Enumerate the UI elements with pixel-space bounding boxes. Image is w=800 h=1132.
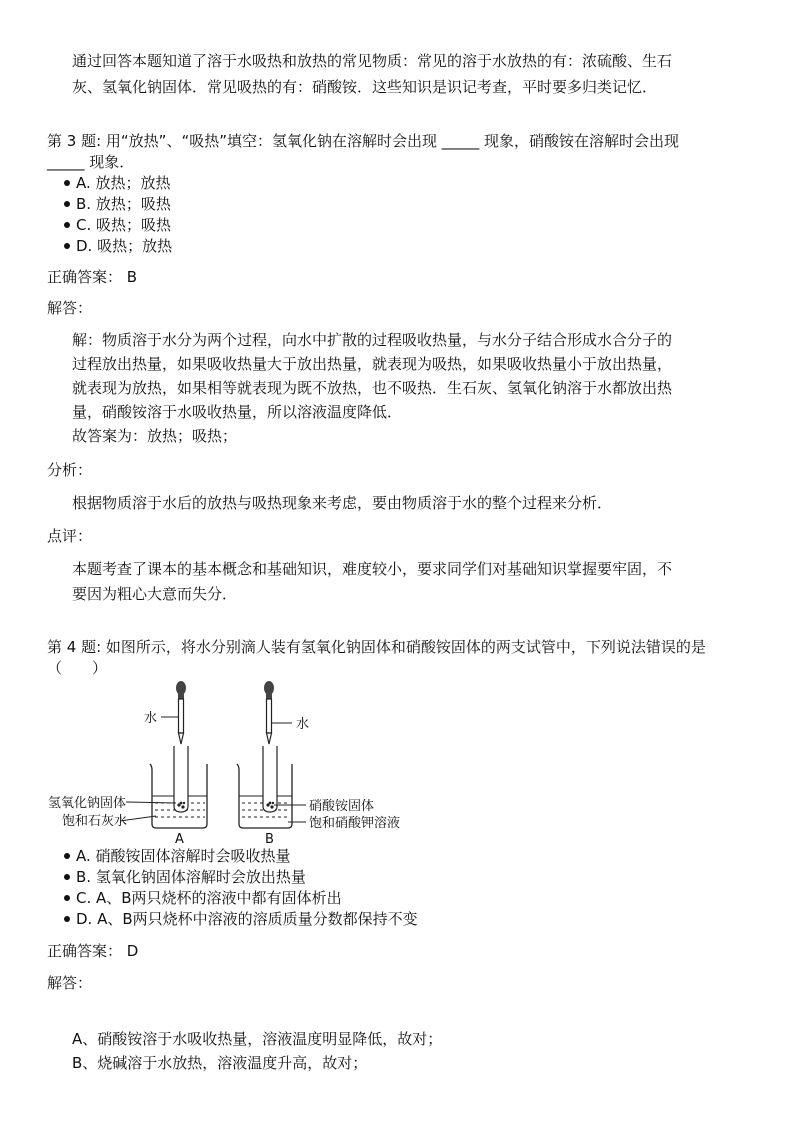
dropper-right	[264, 681, 274, 744]
bullet-icon	[64, 201, 70, 207]
test-tube-b	[263, 746, 277, 812]
q4-solution-label: 解答：	[47, 974, 93, 992]
q3-answer-label: 正确答案：	[47, 268, 123, 286]
q4-option-c: C. A、B两只烧杯的溶液中都有固体析出	[76, 888, 342, 908]
label-nh4no3: 硝酸铵固体	[309, 799, 375, 814]
q3-option-b: B. 放热；吸热	[76, 194, 171, 214]
beaker-experiment-figure	[0, 672, 460, 844]
q3-solution-line-4: 量，硝酸铵溶于水吸收热量，所以溶液温度降低．	[72, 403, 403, 421]
q4-option-b: B. 氢氧化钠固体溶解时会放出热量	[76, 867, 306, 887]
q3-option-a: A. 放热；放热	[76, 173, 171, 193]
q3-option-d: D. 吸热；放热	[76, 236, 172, 256]
q4-answer-value: D	[126, 942, 139, 960]
q4-solution-line-2: B、烧碱溶于水放热，溶液温度升高，故对；	[72, 1054, 368, 1072]
label-naoh: 氢氧化钠固体	[48, 796, 127, 811]
naoh-pointer	[126, 802, 176, 803]
q4-option-a: A. 硝酸铵固体溶解时会吸收热量	[76, 846, 291, 866]
q3-analysis-label: 分析：	[47, 461, 93, 479]
intro-line-2: 灰、氢氧化钠固体．常见吸热的有：硝酸铵．这些知识是识记考查，平时要多归类记忆．	[72, 78, 658, 96]
q3-comment-line-1: 本题考查了课本的基本概念和基础知识，难度较小，要求同学们对基础知识掌握要牢固，不	[72, 560, 673, 578]
intro-line-1: 通过回答本题知道了溶于水吸热和放热的常见物质：常见的溶于水放热的有：浓硫酸、生石	[72, 52, 673, 70]
q4-answer-row	[47, 941, 138, 961]
q3-solution-line-5: 故答案为：放热；吸热；	[72, 427, 238, 445]
q3-solution-label: 解答：	[47, 299, 93, 317]
q3-stem-line-1: 第 3 题: 用“放热”、“吸热”填空：氢氧化钠在溶解时会出现 _____ 现象，硝酸铵在溶解时会出现	[47, 132, 680, 150]
bullet-icon	[64, 874, 70, 880]
q3-solution-line-2: 过程放出热量，如果吸收热量大于放出热量，就表现为吸热，如果吸收热量小于放出热量，	[72, 355, 673, 373]
bullet-icon	[64, 895, 70, 901]
label-a: A	[175, 832, 184, 844]
q3-solution-line-3: 就表现为放热，如果相等就表现为既不放热，也不吸热．生石灰、氢氧化钠溶于水都放出热	[72, 379, 673, 397]
bullet-icon	[64, 222, 70, 228]
q3-comment-line-2: 要因为粗心大意而失分．	[72, 585, 238, 603]
test-tube-a	[174, 746, 188, 812]
q4-solution-line-1: A、硝酸铵溶于水吸收热量，溶液温度明显降低，故对；	[72, 1030, 443, 1048]
bullet-icon	[64, 243, 70, 249]
q4-answer-label: 正确答案：	[47, 942, 123, 960]
q4-option-d: D. A、B两只烧杯中溶液的溶质质量分数都保持不变	[76, 909, 418, 929]
q3-analysis-line-1: 根据物质溶于水后的放热与吸热现象来考虑，要由物质溶于水的整个过程来分析．	[72, 494, 613, 512]
q3-answer-value: B	[126, 268, 138, 286]
q3-stem-line-2: _____ 现象．	[47, 153, 135, 171]
bullet-icon	[64, 853, 70, 859]
label-limewater: 饱和石灰水	[62, 814, 128, 829]
label-water-left: 水	[144, 711, 158, 726]
q3-comment-label: 点评：	[47, 527, 93, 545]
label-kno3: 饱和硝酸钾溶液	[309, 816, 401, 831]
q3-solution-line-1: 解：物质溶于水分为两个过程，向水中扩散的过程吸收热量，与水分子结合形成水合分子的	[72, 331, 673, 349]
bullet-icon	[64, 180, 70, 186]
q4-stem-line-1: 第 4 题: 如图所示，将水分别滴人装有氢氧化钠固体和硝酸铵固体的两支试管中，下列说法错误的是	[47, 638, 706, 656]
label-b: B	[265, 832, 274, 844]
label-water-right: 水	[296, 717, 310, 732]
q3-answer-row	[47, 267, 137, 287]
q4-stem-line-2: （ ）	[47, 659, 108, 677]
bullet-icon	[64, 916, 70, 922]
dropper-left	[176, 681, 186, 744]
q3-option-c: C. 吸热；吸热	[76, 215, 171, 235]
